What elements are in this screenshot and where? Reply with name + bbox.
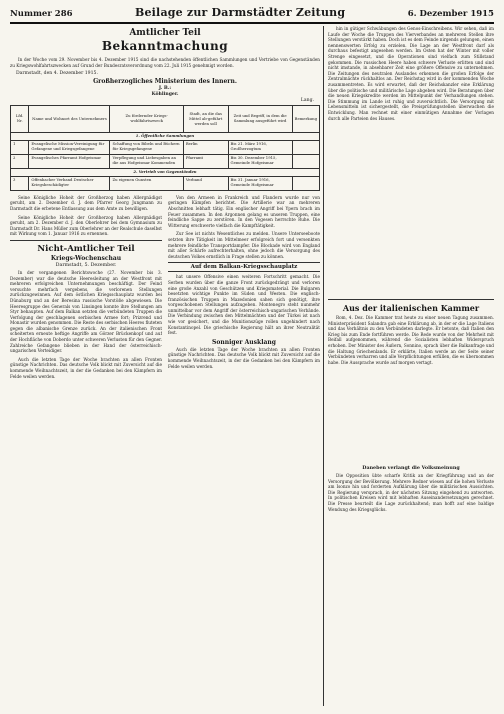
divider <box>10 240 162 241</box>
table-cell: Offenbacher Verband Deutscher Kriegsbeschädigter <box>29 176 110 190</box>
italian-chamber-heading: Aus der italienischen Kammer <box>342 303 480 313</box>
table-cell: Schaffung von Bibeln und Büchern für Kriegsgefangene <box>110 140 183 154</box>
right-top-text: hin in gütiger Schwäbungen des Genos-Einschreibens. Wir sehen, daß im Laufe der Woche die Truppen des Vierverbandes an mehreren Stellen ihre Stellungen verstärkt haben. Doch ist es dem Feinde nirgends gelungen, einen nennenswerten Erfolg zu erzielen. Die Lage an der Westfront darf als durchaus befestigt angesehen werden. Im Osten hat der Winter mit voller Strenge eingesetzt, und die Operationen sind vielfach zum Stillstand gekommen. Die russischen Heere haben schwere Verluste erlitten und sind nicht imstande, in absehbarer Zeit eine größere Offensive zu unternehmen. Die Zeitungen des neutralen Auslandes erkennen die großen Erfolge der Zentralmächte rückhaltlos an. Der Reichstag wird in der kommenden Woche zusammentreten. Es wird erwartet, daß der Reichskanzler eine Erklärung über die politische und militärische Lage abgeben wird. Die Beratungen über die neuen Kriegskredite werden im Mittelpunkt der Verhandlungen stehen. Die Stimmung im Lande ist ruhig und zuversichtlich. Die Versorgung mit Lebensmitteln ist sichergestellt, die Preisprüfungsstellen überwachen die Entwicklung. Man rechnet mit einer einmütigen Annahme der Vorlagen durch alle Parteien des Hauses. <box>328 26 494 121</box>
table-header: Bemerkung <box>292 106 319 133</box>
balkan-heading: Auf dem Balkan-Kriegsschauplatz <box>168 262 320 272</box>
table-header: Zeit und Begriff, in dem die Sammlung ausgeführt wird <box>228 106 292 133</box>
subcolumn-a <box>10 195 162 502</box>
article-body-2: hat unsere Offensive einen weiteren Fortschritt gemacht. Die Serben wurden über die ganze Front zurückgedrängt und verloren eine große Anzahl von Geschützen und Kriegsmaterial. Die Bulgaren besetzten wichtige Punkte im Süden und Westen. Die englisch-französischen Truppen in Mazedonien sahen sich genötigt, ihre vorgeschobenen Stellungen aufzugeben. Montenegro steht nunmehr unmittelbar vor dem Angriff der österreichisch-ungarischen Verbände. Die Verbindung zwischen den Mittelmächten und der Türkei ist nach wie vor gesichert, und die Munitionszüge rollen ungehindert nach Konstantinopel. Die griechische Regierung hält an ihrer Neutralität fest. <box>168 274 320 336</box>
amtlich-heading: Amtlicher Teil <box>129 28 201 38</box>
collections-table <box>10 105 320 191</box>
right-mid-wrap <box>328 315 494 465</box>
right-top-wrap <box>328 26 494 296</box>
wochenschau-dateline: Darmstadt, 5. Dezember. <box>55 262 117 268</box>
masthead-title: Beilage zur Darmstädter Zeitung <box>134 6 346 19</box>
article-body-1-cont: Auch die letzten Tage der Woche brachten an allen Fronten günstige Nachrichten. Das deutsche Volk blickt mit Zuversicht auf die kommende Weihnachtszeit, in der die Gedanken bei den Kämpfern im Felde weilen werden. <box>10 356 162 379</box>
table-cell: Zu eigenen Gunsten <box>110 176 183 190</box>
lower-left-columns <box>10 195 320 502</box>
table-cell: 3 <box>11 176 29 190</box>
table-cell: Bis 30. Dezember 1915, Gemeinde Hofgeismar <box>228 154 292 168</box>
divider <box>328 299 494 300</box>
table-section: 1. Öffentliche Sammlungen <box>11 133 320 141</box>
table-cell: 1 <box>11 140 29 154</box>
table-header: Stadt, an die das Mittel ab-geführt werden soll <box>183 106 228 133</box>
right-mid-text: Rom, 4. Dez. Die Kammer trat heute zu einer neuen Tagung zusammen. Ministerpräsident Salandra gab eine Erklärung ab, in der er die Lage Italiens und das Verhältnis zu den Verbündeten darlegte. Er betonte, daß Italien den Krieg bis zum Ende fortführen werde. Die Rede wurde von der Mehrheit mit Beifall aufgenommen, während die Sozialisten lebhaften Widerspruch erhoben. Der Minister des Äußern, Sonnino, sprach über die Balkanfrage und die Haltung Griechenlands. Er erklärte, Italien werde an der Seite seiner Verbündeten verharren und alle Verpflichtungen erfüllen, die es übernommen habe. Die Aussprache wurde auf morgen vertagt. <box>328 315 494 365</box>
notice-a: Seine Königliche Hoheit der Großherzog haben Allergnädigst geruht, am 2. Dezember d. J. dem Pfarrer Georg Jungmann zu Darmstadt die erbetene Entlassung aus dem Amte zu bewilligen. <box>10 194 162 211</box>
table-cell: Berlin <box>183 140 228 154</box>
table-row <box>11 140 320 154</box>
bekanntmachung-intro: In der Woche vom 29. November bis 4. Dezember 1915 sind die nachstehenden öffentlichen Sammlungen und Vertriebe von Gegenständen zu Kriegswohlfahrtszwecken auf Grund der Bundesratsverordnung vom 22. Juli 1915 genehmigt worden. <box>10 57 320 68</box>
subcolumn-b <box>168 195 320 502</box>
table-cell: Pfarramt <box>183 154 228 168</box>
table-cell: Bis 31. Januar 1916, Gemeinde Hofgeismar <box>228 176 292 190</box>
article-body-1-wrap <box>10 270 162 502</box>
notice-b: Seine Königliche Hoheit der Großherzog haben Allergnädigst geruht, am 2. Dezember d. J. den Oberlehrer bei dem Gymnasium zu Darmstadt Dr. Hans Müller zum Oberlehrer an der Realschule daselbst mit Wirkung vom 1. Januar 1916 zu ernennen. <box>10 214 162 237</box>
issue-number: Nummer 286 <box>10 9 73 19</box>
nicht-amtlich-heading: Nicht-Amtlicher Teil <box>37 243 135 254</box>
article-body-3: Auch die letzten Tage der Woche brachten an allen Fronten günstige Nachrichten. Das deutsche Volk blickt mit Zuversicht auf die kommende Weihnachtszeit, in der die Gedanken bei den Kämpfern im Felde weilen werden. <box>168 346 320 369</box>
table-cell: Verband <box>183 176 228 190</box>
right-subheading: Daneben verlangt die Volksmeinung <box>362 465 460 471</box>
place-date: Darmstadt, den 4. Dezember 1915. <box>16 71 98 77</box>
table-cell: Verpflegung und Liebesgaben an die aus Hofgeismar Kommenden <box>110 154 183 168</box>
table-row <box>11 154 320 168</box>
table-cell: Evangelisches Pfarramt Hofgeismar <box>29 154 110 168</box>
wochenschau-heading: Kriegs-Wochenschau <box>50 254 122 262</box>
bekanntmachung-heading: Bekanntmachung <box>101 39 229 53</box>
left-column <box>10 26 320 502</box>
table-row <box>11 176 320 190</box>
column-b-text-b: Zur See ist nichts Wesentliches zu melden. Unsere Unterseeboote setzten ihre Tätigkeit im Mittelmeer erfolgreich fort und versenkten mehrere feindliche Transportdampfer. Die Blockade wird von England mit aller Schärfe aufrechterhalten, ohne jedoch die Versorgung des deutschen Volkes ernstlich in Frage stellen zu können. <box>168 231 320 259</box>
masthead <box>10 6 494 24</box>
table-header: Name und Wohnort des Unternehmers <box>29 106 110 133</box>
table-cell: Evangelische Mission-Vereinigung für Gefangene und Kriegsgefangene <box>29 140 110 154</box>
table-cell <box>292 176 319 190</box>
sunshine-heading: Sonniger Ausklang <box>212 338 276 346</box>
table-header-row <box>11 106 320 133</box>
countersign: Lang. <box>300 98 314 104</box>
article-body-3-wrap <box>168 347 320 409</box>
ministry-abbr: J. B.: <box>158 86 172 92</box>
right-bottom-text: Die Opposition übte scharfe Kritik an der Kriegführung und an der Versorgung der Bevölkerung. Mehrere Redner wiesen auf die hohen Verluste am Isonzo hin und forderten Aufklärung über die militärischen Aussichten. Die Regierung versprach, in der nächsten Sitzung eingehend zu antworten. In politischen Kreisen wird mit lebhaften Auseinandersetzungen gerechnet. Die Presse beurteilt die Lage zurückhaltend; man hofft auf eine baldige Wendung des Kriegsglücks. <box>328 473 494 512</box>
column-b-text-a: Von den Armeen in Frankreich und Flandern wurde nur von geringen Kämpfen berichtet. Die Artillerie war an mehreren Abschnitten lebhaft tätig. Ein englischer Angriff bei Ypern brach im Feuer zusammen. In den Argonnen gelang es unseren Truppen, eine feindliche Sappe zu zerstören. In den Vogesen herrschte Ruhe. Die Witterung erschwerte vielfach die Kampftätigkeit. <box>168 194 320 228</box>
right-bottom-wrap <box>328 473 494 698</box>
article-body-1: In der vergangenen Berichtswoche (27. November bis 3. Dezember) war die deutsche Heeresleitung an der Westfront mit mehreren erfolgreichen Unternehmungen beschäftigt. Der Feind versuchte mehrfach vergebens, die verlorenen Stellungen zurückzugewinnen. Auf dem östlichen Kriegsschauplatz wurden bei Dünaburg und an der Beresina russische Vorstöße abgewiesen. Die Heeresgruppe des Generals von Linsingen konnte ihre Stellungen am Styr behaupten. Auf dem Balkan setzten die verbündeten Truppen die Verfolgung der geschlagenen serbischen Armee fort; Prizrend und Monastir wurden genommen. Die Reste des serbischen Heeres fluteten gegen die albanische Grenze zurück. An der italienischen Front scheiterten erneute heftige Angriffe am Görzer Brückenkopf und auf der Hochfläche von Doberdo unter schweren Verlusten für den Gegner. Zahlreiche Gefangene blieben in der Hand der österreichisch-ungarischen Verteidiger. <box>10 269 162 354</box>
signer-name: Köhlinger. <box>151 92 179 98</box>
right-column <box>328 26 494 698</box>
issue-date: 6. Dezember 1915 <box>407 9 494 19</box>
table-cell <box>292 154 319 168</box>
table-header: Lfd. Nr. <box>11 106 29 133</box>
ministry-name: Großherzogliches Ministerium des Innern. <box>93 78 237 86</box>
table-section: 2. Vertrieb von Gegenständen <box>11 168 320 176</box>
table-cell: Bis 21. März 1916, Großherzogtum <box>228 140 292 154</box>
table-header: Zu fördernder Kriegs-wohlfahrtszweck <box>110 106 183 133</box>
table-cell <box>292 140 319 154</box>
table-cell: 2 <box>11 154 29 168</box>
column-divider <box>323 26 324 706</box>
